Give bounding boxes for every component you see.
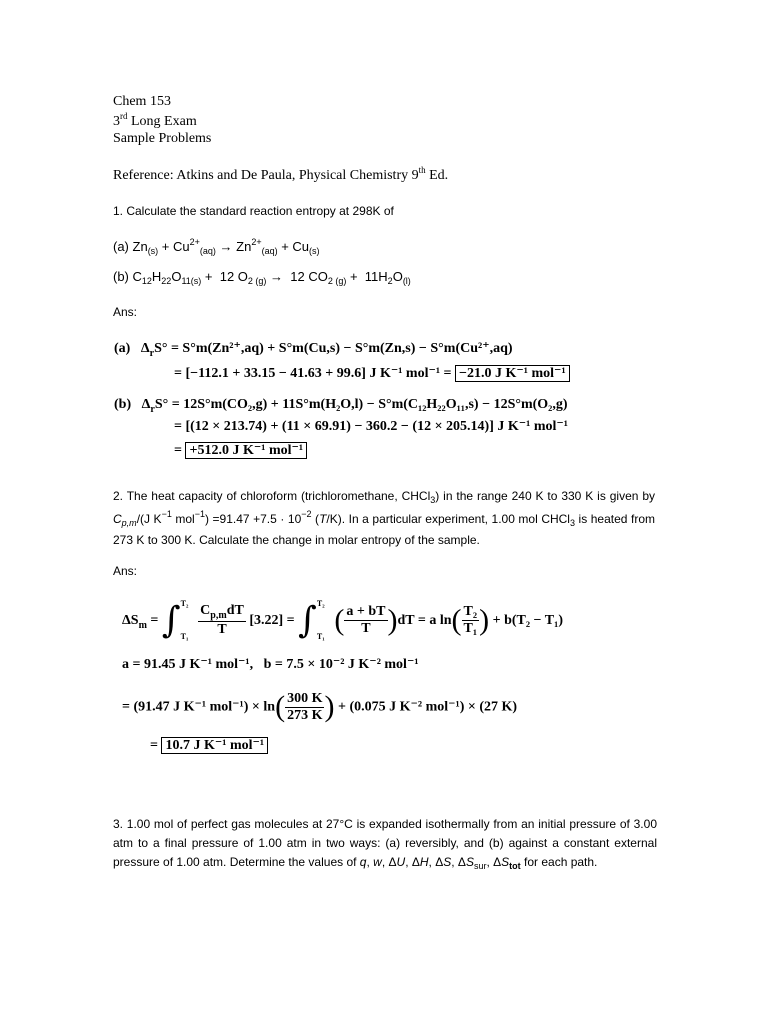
q1-ans-a-result: −21.0 J K⁻¹ mol⁻¹ bbox=[455, 365, 570, 382]
q2-result: 10.7 J K⁻¹ mol⁻¹ bbox=[161, 737, 268, 754]
reference-suffix: Ed. bbox=[425, 168, 449, 183]
q1-reaction-a: (a) $Zn_{(s)} + Cu^{2+}_{(aq)} \to Zn^{2+}_{(aq)} + Cu_{(s)}$ bbox=[113, 237, 320, 256]
q1-ans-b-result: +512.0 J K⁻¹ mol⁻¹ bbox=[185, 442, 307, 459]
q1-ans-label: Ans: bbox=[113, 305, 138, 319]
q1-answer-block bbox=[114, 337, 574, 471]
q3-text: 3. 1.00 mol of perfect gas molecules at 27°C is expanded isothermally from an initial pressure of 3.00 atm to a final pressure of 1.00 atm in two ways: (a) reversibly, and (b) against a constant external pressure of 1.00 atm. Determine the values of q, w, ΔU, ΔH, ΔS, $\Delta S_{sur}$, $\Delta S_{tot}$ for each path. bbox=[113, 817, 657, 872]
q1-ans-a-line1: (a) $\Delta_rS^\circ = S^\circ m(Zn^{2+},aq) + S^\circ m(Cu,s) - S^\circ m(Zn,s) - S^\circ m(Cu^{2+},aq)$ bbox=[114, 341, 513, 359]
q1-prompt: 1. Calculate the standard reaction entropy at 298K of bbox=[113, 204, 394, 218]
q2-answer-block bbox=[114, 590, 563, 766]
course-title: Chem 153 bbox=[113, 94, 171, 109]
q2-ans-label: Ans: bbox=[113, 564, 138, 578]
q2-ref: [3.22] bbox=[249, 612, 284, 628]
reference bbox=[113, 165, 448, 184]
q2-constants: a = 91.45 J K⁻¹ mol⁻¹, b = 7.5 × 10⁻² J K⁻² mol⁻¹ bbox=[122, 657, 419, 672]
q1-ans-b-line3: = +512.0 J K⁻¹ mol⁻¹ bbox=[174, 443, 307, 459]
q2-result-line: = 10.7 J K⁻¹ mol⁻¹ bbox=[150, 738, 268, 754]
exam-number-suffix: rd bbox=[120, 111, 128, 121]
exam-number: 3 bbox=[113, 114, 120, 129]
q1-reaction-b: (b) $C_{12}H_{22}O_{11(s)} + 12$ $O_{2 (g)} \to 12$ $CO_{2 (g)} + 11H_2O_{(l)}$ bbox=[113, 269, 411, 286]
subtitle: Sample Problems bbox=[113, 131, 212, 146]
exam-title bbox=[113, 111, 197, 130]
q2-integral-eq: $\Delta S_m$ = ∫ T₂ T₁ $\frac{C_{p,m}dT}{T}$ [3.22] = ∫ T₂ T₁ ( $\frac{a + bT}{T}$ )dT = a ln( $\frac{\text{T₂}}{\text{T₁}}$ ) + b(T₂ − T₁) bbox=[122, 598, 563, 641]
q2-calc-line: = (91.47 J K⁻¹ mol⁻¹) × ln( $\frac{300 K}{273 K}$ ) + (0.075 J K⁻² mol⁻¹) × (27 K) bbox=[122, 690, 518, 723]
q1-ans-b-line2: = [(12 × 213.74) + (11 × 69.91) − 360.2 − (12 × 205.14)] J K⁻¹ mol⁻¹ bbox=[174, 419, 568, 434]
exam-title-rest: Long Exam bbox=[127, 114, 197, 129]
reference-sup: th bbox=[418, 165, 426, 175]
reference-prefix: Reference: Atkins and De Paula, Physical Chemistry 9 bbox=[113, 168, 419, 183]
q1-ans-a-line2: = [−112.1 + 33.15 − 41.63 + 99.6] J K⁻¹ mol⁻¹ = −21.0 J K⁻¹ mol⁻¹ bbox=[174, 366, 570, 382]
q2-text: 2. The heat capacity of chloroform (trichloromethane, CHCl$_3$) in the range 240 K to 330 K is given by $C_{p,m}/(J$ $K^{-1}$ $mol^{-1}) =91.47 +7.5 \cdot 10^{-2}$ (T/K). In a particular experiment, 1.00 mol CHCl$_3$ is heated from 273 K to 300 K. Calculate the change in molar entropy of the sample. bbox=[113, 489, 656, 547]
q1-ans-b-line1: (b) $\Delta_rS^\circ = 12S^\circ m(CO_2,g) + 11S^\circ m(H_2O,l) - S^\circ m(C_{12}H_{22}O_{11},s) - 12S^\circ m(O_2,g)$ bbox=[114, 397, 568, 415]
